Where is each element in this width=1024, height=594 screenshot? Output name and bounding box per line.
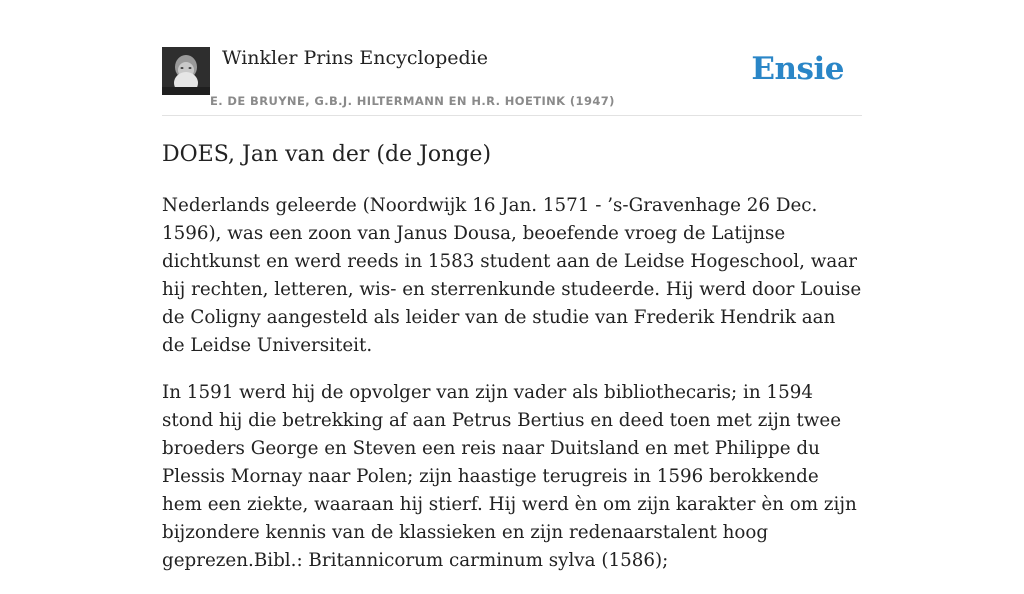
entry-title: DOES, Jan van der (de Jonge) <box>162 142 492 167</box>
header <box>162 0 862 116</box>
book-title[interactable]: Winkler Prins Encyclopedie <box>222 47 488 69</box>
entry-paragraph: In 1591 werd hij de opvolger van zijn vader als bibliothecaris; in 1594 stond hij die betrekking af aan Petrus Bertius en deed toen met zijn twee broeders George en Steven een reis naar Duitsland en met Philippe du Plessis Mornay naar Polen; zijn haastige terugreis in 1596 berokkende hem een ziekte, waaraan hij stierf. Hij werd èn om zijn karakter èn om zijn bijzondere kennis van de klassieken en zijn redenaarstalent hoog geprezen.Bibl.: Britannicorum carminum sylva (1586); <box>162 382 857 571</box>
ensie-logo[interactable]: Ensie <box>751 51 844 87</box>
book-authors: E. DE BRUYNE, G.B.J. HILTERMANN EN H.R. HOETINK (1947) <box>210 94 615 108</box>
entry-paragraph: Nederlands geleerde (Noordwijk 16 Jan. 1571 - ’s-Gravenhage 26 Dec. 1596), was een zoon van Janus Dousa, beoefende vroeg de Latijnse dichtkunst en werd reeds in 1583 student aan de Leidse Hogeschool, waar hij rechten, letteren, wis- en sterrenkunde studeerde. Hij werd door Louise de Coligny aangesteld als leider van de studie van Frederik Hendrik aan de Leidse Universiteit. <box>162 195 862 356</box>
author-portrait-icon[interactable] <box>162 47 210 95</box>
entry-body <box>162 192 862 594</box>
page <box>162 0 862 571</box>
